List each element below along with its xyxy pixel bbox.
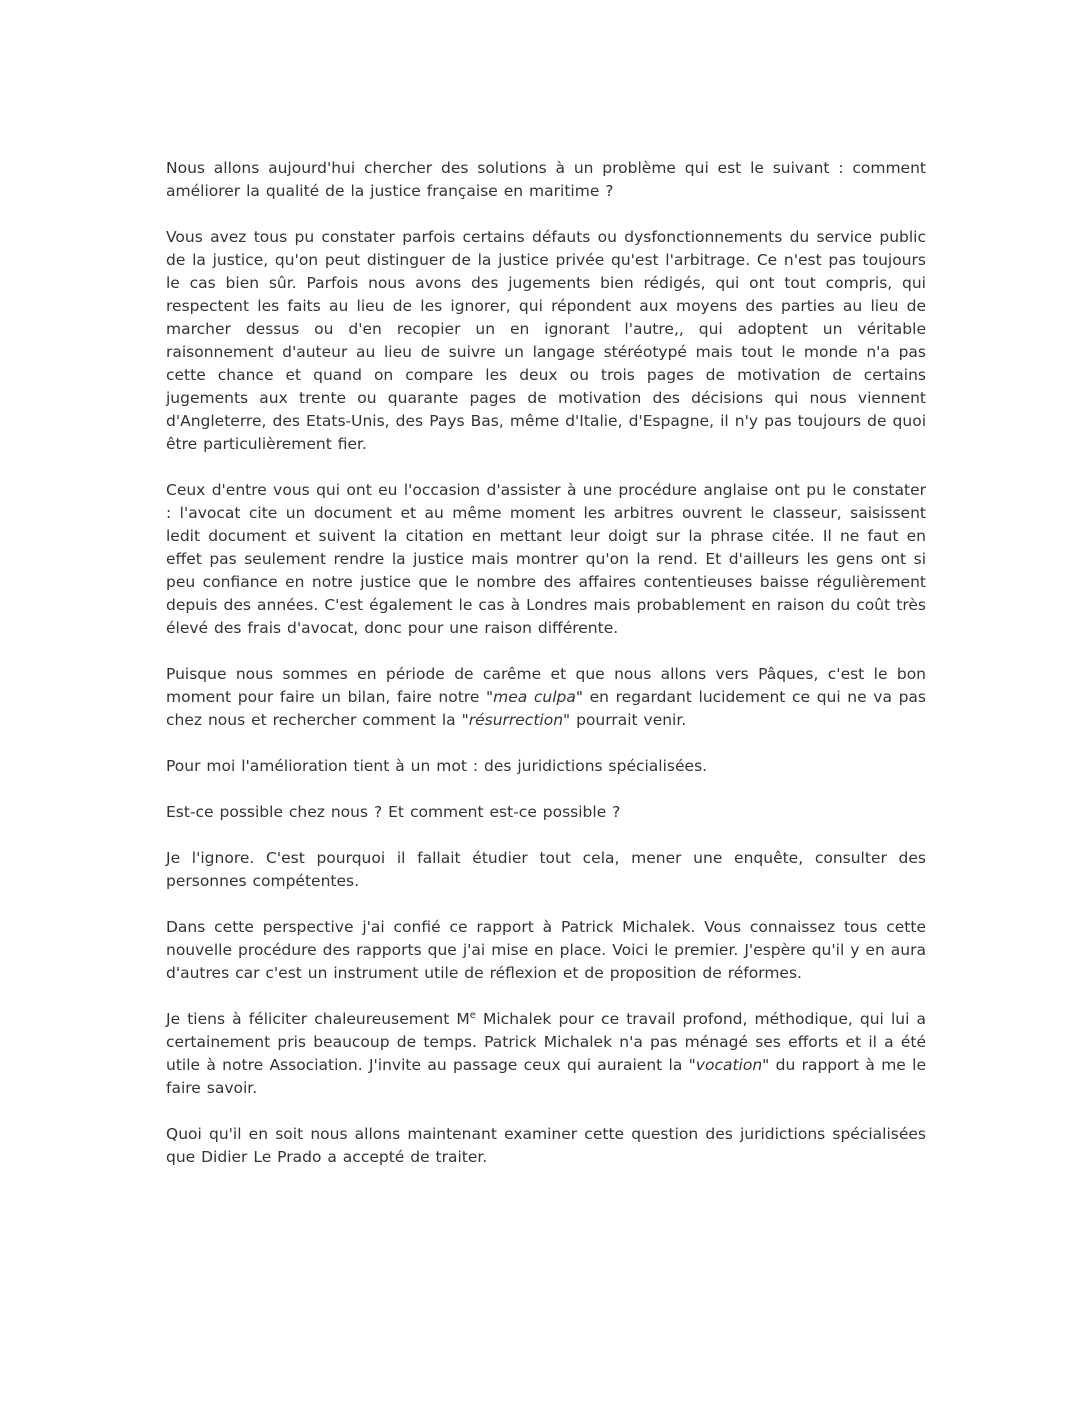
text-run: Dans cette perspective j'ai confié ce rapport à Patrick Michalek. Vous connaissez tous cette nouvelle procédure des rapports que j'ai mise en place. Voici le premier. J'espère qu'il y en aura d'autres car c'est un instrument utile de réflexion et de proposition de réformes. <box>166 918 926 982</box>
paragraph <box>166 226 926 456</box>
paragraph <box>166 847 926 893</box>
text-run: Quoi qu'il en soit nous allons maintenant examiner cette question des juridictions spécialisées que Didier Le Prado a accepté de traiter. <box>166 1125 926 1166</box>
text-run: Je tiens à féliciter chaleureusement M <box>166 1010 470 1028</box>
text-run: Je l'ignore. C'est pourquoi il fallait étudier tout cela, mener une enquête, consulter des personnes compétentes. <box>166 849 926 890</box>
text-run: Pour moi l'amélioration tient à un mot : des juridictions spécialisées. <box>166 757 708 775</box>
italic-text-run: vocation <box>695 1056 763 1074</box>
text-run: " du rapport à me le faire savoir. <box>166 1056 926 1097</box>
text-run: Est-ce possible chez nous ? Et comment est-ce possible ? <box>166 803 621 821</box>
paragraph <box>166 916 926 985</box>
italic-text-run: résurrection <box>468 711 564 729</box>
text-run: Puisque nous sommes en période de carême et que nous allons vers Pâques, c'est le bon moment pour faire un bilan, faire notre " <box>166 665 926 706</box>
paragraph <box>166 479 926 640</box>
italic-text-run: mea culpa <box>493 688 576 706</box>
paragraph <box>166 1008 926 1100</box>
paragraph <box>166 157 926 203</box>
paragraph <box>166 1123 926 1169</box>
text-run: " pourrait venir. <box>563 711 687 729</box>
paragraph <box>166 755 926 778</box>
text-run: " en regardant lucidement ce qui ne va pas chez nous et rechercher comment la " <box>166 688 926 729</box>
paragraph <box>166 663 926 732</box>
superscript-text-run: e <box>469 1009 476 1021</box>
paragraph <box>166 801 926 824</box>
text-run: Michalek pour ce travail profond, méthodique, qui lui a certainement pris beaucoup de temps. Patrick Michalek n'a pas ménagé ses efforts et il a été utile à notre Association. J'invite au passage ceux qui auraient la " <box>166 1010 926 1074</box>
document-body <box>166 157 926 1169</box>
text-run: Nous allons aujourd'hui chercher des solutions à un problème qui est le suivant : comment améliorer la qualité de la justice française en maritime ? <box>166 159 926 200</box>
text-run: Vous avez tous pu constater parfois certains défauts ou dysfonctionnements du service public de la justice, qu'on peut distinguer de la justice privée qu'est l'arbitrage. Ce n'est pas toujours le cas bien sûr. Parfois nous avons des jugements bien rédigés, qui ont tout compris, qui respectent les faits au lieu de les ignorer, qui répondent aux moyens des parties au lieu de marcher dessus ou d'en recopier un en ignorant l'autre,, qui adoptent un véritable raisonnement d'auteur au lieu de suivre un langage stéréotypé mais tout le monde n'a pas cette chance et quand on compare les deux ou trois pages de motivation de certains jugements aux trente ou quarante pages de motivation des décisions qui nous viennent d'Angleterre, des Etats-Unis, des Pays Bas, même d'Italie, d'Espagne, il n'y pas toujours de quoi être particulièrement fier. <box>166 228 926 453</box>
text-run: Ceux d'entre vous qui ont eu l'occasion d'assister à une procédure anglaise ont pu le constater : l'avocat cite un document et au même moment les arbitres ouvrent le classeur, saisissent ledit document et suivent la citation en mettant leur doigt sur la phrase citée. Il ne faut en effet pas seulement rendre la justice mais montrer qu'on la rend. Et d'ailleurs les gens ont si peu confiance en notre justice que le nombre des affaires contentieuses baisse régulièrement depuis des années. C'est également le cas à Londres mais probablement en raison du coût très élevé des frais d'avocat, donc pour une raison différente. <box>166 481 926 637</box>
